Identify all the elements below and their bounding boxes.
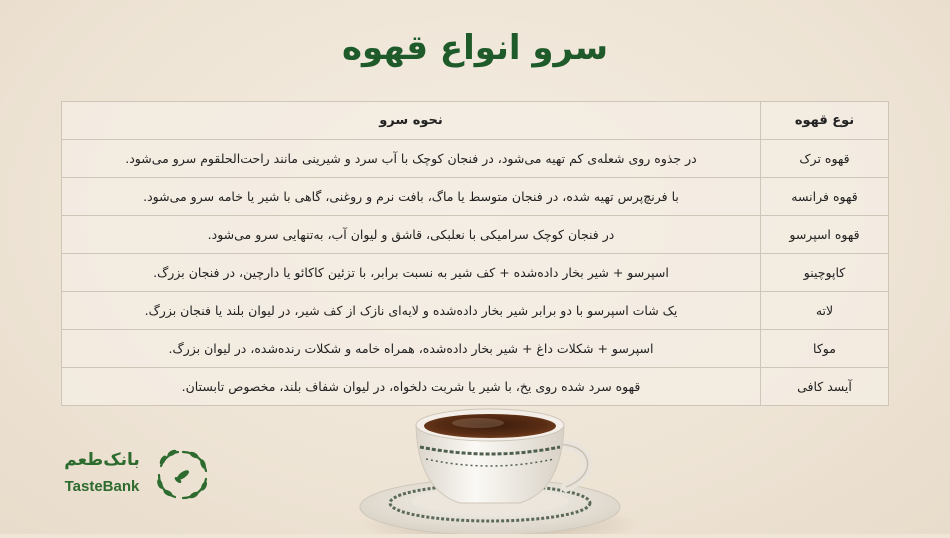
- table-row: [62, 292, 889, 330]
- serving-method-cell: اسپرسو + شکلات داغ + شیر بخار داده‌شده، همراه خامه و شکلات رنده‌شده، در لیوان بزرگ.: [62, 330, 761, 368]
- page-title: سرو انواع قهوه: [341, 28, 609, 68]
- coffee-type-cell: قهوه اسپرسو: [761, 216, 889, 254]
- logo-name-fa: بانک‌طعم: [64, 450, 140, 470]
- table-row: [62, 254, 889, 292]
- coffee-cup-illustration: [340, 395, 640, 534]
- coffee-cup-icon: [340, 395, 640, 534]
- table-row: [62, 216, 889, 254]
- serving-method-cell: یک شات اسپرسو با دو برابر شیر بخار داده‌شده و لایه‌ای نازک از کف شیر، در لیوان بلند یا فنجان بزرگ.: [62, 292, 761, 330]
- coffee-serving-table: [61, 101, 889, 406]
- serving-method-cell: قهوه سرد شده روی یخ، با شیر یا شربت دلخواه، در لیوان شفاف بلند، مخصوص تابستان.: [62, 368, 761, 406]
- header-coffee-type: نوع قهوه: [761, 102, 889, 140]
- leaf-wreath-icon: [154, 446, 212, 504]
- table-header-row: [62, 102, 889, 140]
- serving-method-cell: در جذوه روی شعله‌ی کم تهیه می‌شود، در فنجان کوچک با آب سرد و شیرینی مانند راحت‌الحلقوم سرو می‌شود.: [62, 140, 761, 178]
- coffee-type-cell: قهوه فرانسه: [761, 178, 889, 216]
- header-serving-method: نحوه سرو: [62, 102, 761, 140]
- tastebank-logo: [58, 446, 218, 506]
- table-row: [62, 330, 889, 368]
- serving-method-cell: در فنجان کوچک سرامیکی با نعلبکی، قاشق و لیوان آب، به‌تنهایی سرو می‌شود.: [62, 216, 761, 254]
- coffee-type-cell: لاته: [761, 292, 889, 330]
- serving-method-cell: با فرنچ‌پرس تهیه شده، در فنجان متوسط یا ماگ، بافت نرم و روغنی، گاهی با شیر یا خامه سرو می‌شود.: [62, 178, 761, 216]
- table-row: [62, 140, 889, 178]
- serving-method-cell: اسپرسو + شیر بخار داده‌شده + کف شیر به نسبت برابر، با تزئین کاکائو یا دارچین، در فنجان بزرگ.: [62, 254, 761, 292]
- table-row: [62, 178, 889, 216]
- coffee-type-cell: کاپوچینو: [761, 254, 889, 292]
- coffee-type-cell: موکا: [761, 330, 889, 368]
- logo-name-en: TasteBank: [64, 478, 140, 495]
- coffee-table-wrapper: [61, 101, 889, 406]
- coffee-type-cell: قهوه ترک: [761, 140, 889, 178]
- coffee-type-cell: آیسد کافی: [761, 368, 889, 406]
